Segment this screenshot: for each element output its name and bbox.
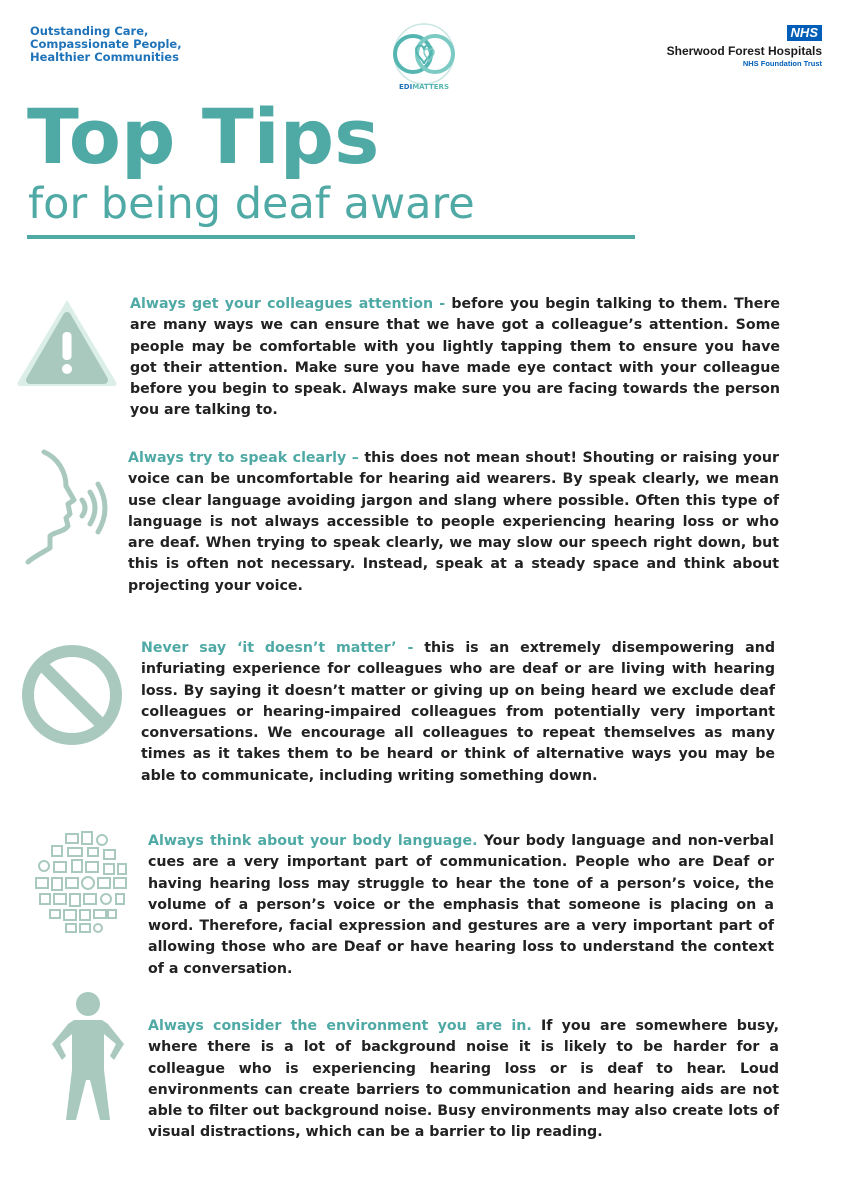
tagline-line: Outstanding Care, [30, 24, 149, 38]
nhs-trust-label: NHS Foundation Trust [742, 59, 822, 68]
warning-icon [14, 296, 120, 388]
tagline-line: Healthier Communities [30, 50, 179, 64]
logo-text [385, 83, 463, 91]
tip-heading: Never say ‘it doesn’t matter’ - [141, 640, 414, 656]
title-divider [27, 235, 635, 239]
tip-attention [130, 294, 780, 422]
person-standing-icon [50, 990, 126, 1124]
tip-heading: Always get your colleagues attention - [130, 296, 446, 312]
nhs-trust-name: Sherwood Forest Hospitals [666, 44, 822, 58]
page-subtitle: for being deaf aware [28, 179, 475, 229]
nhs-badge: NHS [787, 25, 822, 41]
page-title: Top Tips [27, 92, 380, 181]
tip-heading: Always try to speak clearly – [128, 450, 359, 466]
speaking-head-icon [24, 448, 108, 566]
logo-matters: MATTERS [412, 83, 449, 91]
tip-body: Your body language and non-verbal cues are a very important part of communication. People who are Deaf or having hearing loss may struggle to hear the tone of a person’s voice, the volume of a person’s voice or the emphasis that someone is placing on a word. Therefore, facial expression and gestures are a very important part of allowing those who are Deaf or have hearing loss to understand the context of a conversation. [148, 833, 774, 977]
tip-body: this is an extremely disempowering and infuriating experience for colleagues who are deaf or are living with hearing loss. By saying it doesn’t matter or giving up on being heard we exclude deaf colleagues or hearing-impaired colleagues from potentially very important conversations. We encourage all colleagues to repeat themselves as many times as it takes them to be heard or think of alternative ways you may be able to communicate, including writing something down. [141, 640, 775, 784]
tip-heading: Always consider the environment you are in. [148, 1018, 532, 1034]
prohibited-icon [20, 643, 124, 747]
tagline [30, 25, 182, 64]
tip-speak-clearly [128, 448, 779, 597]
tip-environment [148, 1016, 779, 1144]
tip-body-language [148, 831, 774, 980]
tagline-line: Compassionate People, [30, 37, 182, 51]
logo-edi: EDI [399, 83, 413, 91]
tip-never-say [141, 638, 775, 787]
tip-body: If you are somewhere busy, where there is a lot of background noise it is likely to be harder for a colleague who is experiencing hearing loss or is deaf to hear. Loud environments can create barriers to communication and hearing aids are not able to filter out background noise. Busy environments may also create lots of visual distractions, which can be a barrier to lip reading. [148, 1018, 780, 1141]
tip-body: before you begin talking to them. There are many ways we can ensure that we have got a colleague’s attention. Some people may be comfortable with you lightly tapping them to ensure you have got their attention. Make sure you have made eye contact with your colleague before you begin to speak. Always make sure you are facing towards the person you are talking to. [130, 296, 780, 419]
communication-globe-icon [26, 826, 138, 938]
tip-body: this does not mean shout! Shouting or raising your voice can be uncomfortable for hearing aid wearers. By speak clearly, we mean use clear language avoiding jargon and slang where possible. Often this type of language is not always accessible to people experiencing hearing loss or who are deaf. When trying to speak clearly, we may slow our speech right down, but this is often not necessary. Instead, speak at a steady space and think about projecting your voice. [128, 450, 779, 594]
tip-heading: Always think about your body language. [148, 833, 478, 849]
nhs-logo [667, 24, 822, 68]
